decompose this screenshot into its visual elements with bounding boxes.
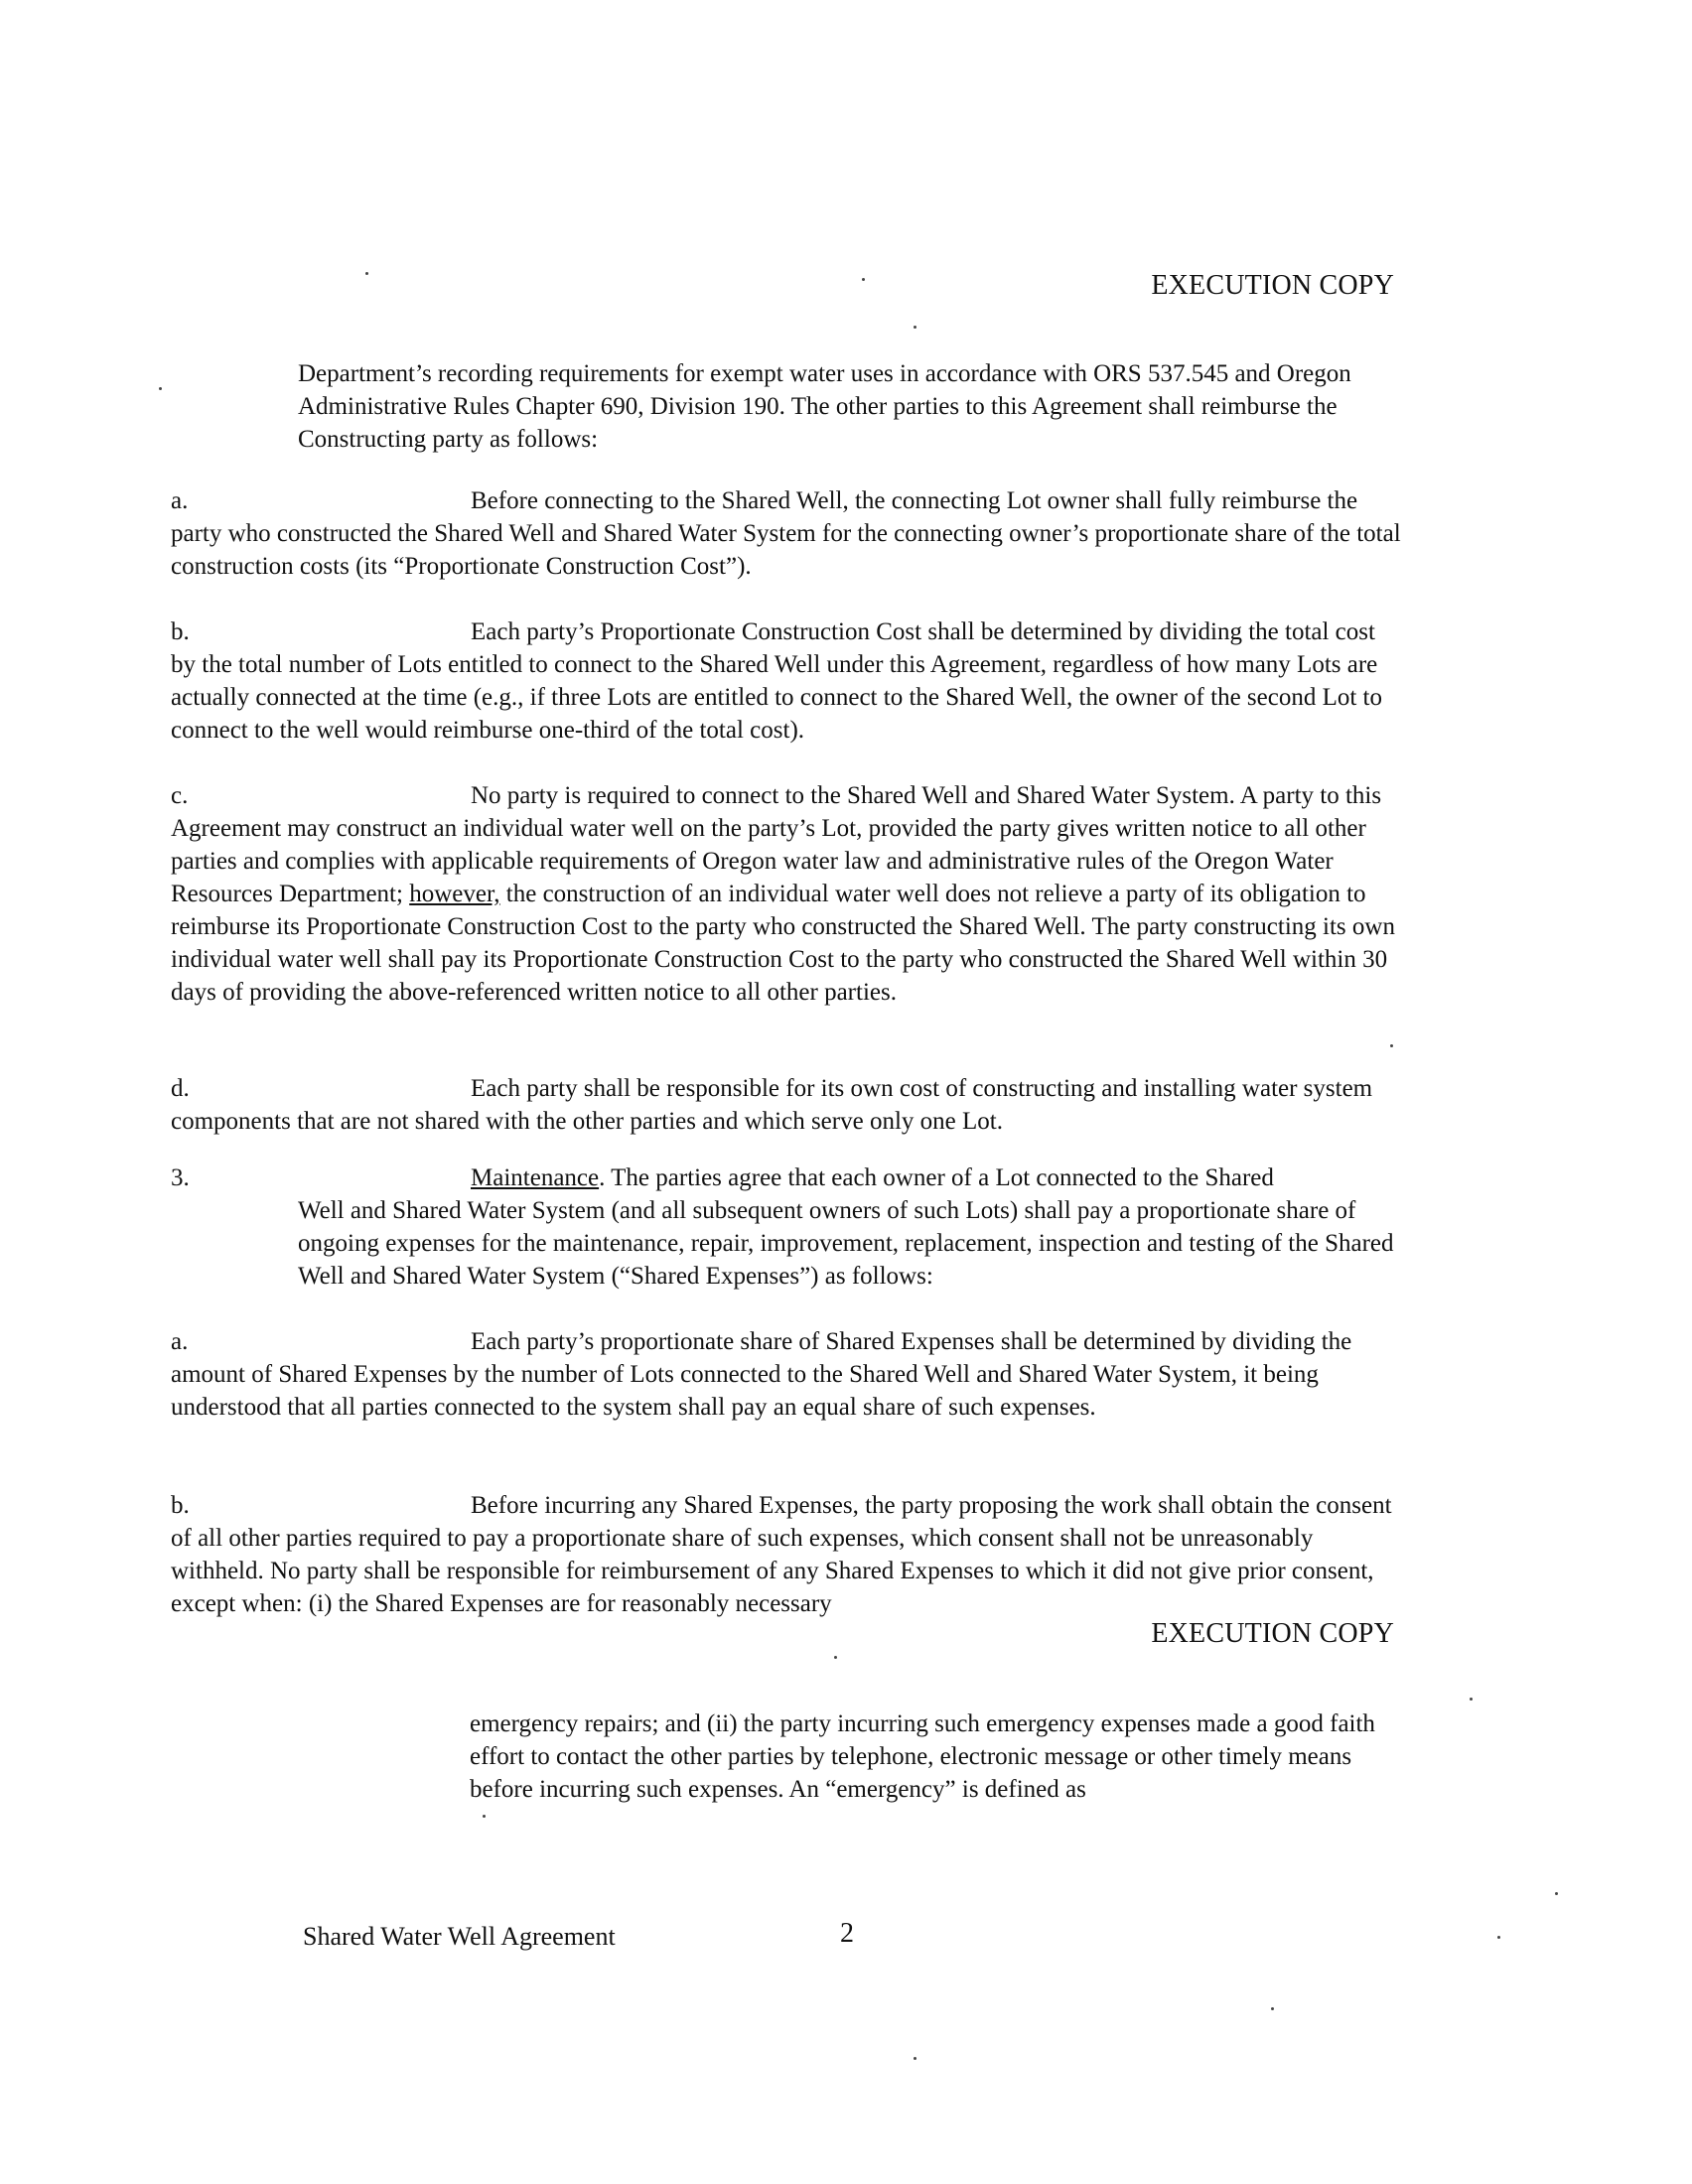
section2-item-d [171, 1072, 1402, 1138]
lead-paragraph: Department’s recording requirements for exempt water uses in accordance with ORS 537.545 and Oregon Administrative Rules Chapter 690, Division 190. The other parties to this Agreement shall reimburse the Constructing party as follows: [298, 360, 1351, 453]
scan-speck [159, 387, 162, 390]
item-label: a. [171, 487, 189, 514]
item-text: Before connecting to the Shared Well, the connecting Lot owner shall fully reimburse the party who constructed the Shared Well and Shared Water System for the connecting owner’s proportionate share of the total construction costs (its “Proportionate Construction Cost”). [171, 487, 1401, 580]
item-text: Before incurring any Shared Expenses, the party proposing the work shall obtain the consent of all other parties required to pay a proportionate share of such expenses, which consent shall not be unreasonably withheld. No party shall be responsible for reimbursement of any Shared Expenses to which it did not give prior consent, except when: (i) the Shared Expenses are for reasonably necessary [171, 1492, 1392, 1617]
section3-maintenance [171, 1161, 1402, 1293]
scan-speck [914, 2057, 916, 2060]
section3-item-a [171, 1325, 1402, 1424]
item-label: d. [171, 1075, 190, 1102]
item-text: Each party’s Proportionate Construction Cost shall be determined by dividing the total cost by the total number of Lots entitled to connect to the Shared Well under this Agreement, regardless of how many Lots are actually connected at the time (e.g., if three Lots are entitled to connect to the Shared Well, the owner of the second Lot to connect to the well would reimburse one-third of the total cost). [171, 618, 1383, 744]
execution-copy-header-repeat: EXECUTION COPY [1151, 1618, 1394, 1649]
scan-speck [1390, 1044, 1393, 1047]
execution-copy-header: EXECUTION COPY [1151, 270, 1394, 301]
item-text-underlined: however, [409, 881, 500, 907]
item-label: a. [171, 1328, 189, 1355]
section2-item-b [171, 615, 1402, 747]
item-label: c. [171, 782, 189, 809]
section-intro-first: . The parties agree that each owner of a Lot connected to the Shared [599, 1164, 1274, 1191]
item-label: b. [171, 618, 190, 645]
scan-speck [1555, 1892, 1558, 1895]
item-text: Each party shall be responsible for its own cost of constructing and installing water system components that are not shared with the other parties and which serve only one Lot. [171, 1075, 1373, 1135]
item-text-before: No party is required to connect to the Shared Well and Shared Water System. A party to this Agreement may construct an individual water well on the party’s Lot, provided the party gives written notice to all other parties and complies with applicable requirements of Oregon water law and administrative rules of the Oregon Water Resources Department; [171, 782, 1382, 907]
item-label: b. [171, 1492, 190, 1519]
section-heading: Maintenance [471, 1164, 600, 1191]
scan-speck [834, 1656, 837, 1659]
footer-page-number: 2 [840, 1918, 854, 1949]
scan-speck [1470, 1698, 1473, 1701]
scan-speck [365, 272, 368, 275]
scan-speck [483, 1815, 486, 1818]
section-intro-rest: Well and Shared Water System (and all subsequent owners of such Lots) shall pay a proportionate share of ongoing expenses for the maintenance, repair, improvement, replacement, inspection and testing of the Shared Well and Shared Water System (“Shared Expenses”) as follows: [298, 1197, 1394, 1290]
section-number: 3. [171, 1164, 190, 1191]
continuation-paragraph: emergency repairs; and (ii) the party incurring such emergency expenses made a good faith effort to contact the other parties by telephone, electronic message or other timely means before incurring such expenses. An “emergency” is defined as [470, 1710, 1375, 1803]
scan-speck [862, 278, 865, 281]
section2-item-c [171, 779, 1402, 1009]
footer-document-title: Shared Water Well Agreement [303, 1922, 616, 1951]
scan-speck [1497, 1936, 1500, 1939]
section2-item-a [171, 484, 1402, 583]
scan-speck [914, 326, 916, 329]
section3-item-b [171, 1489, 1402, 1620]
item-text-after: the construction of an individual water well does not relieve a party of its obligation to reimburse its Proportionate Construction Cost to the party who constructed the Shared Well. The party constructing its own individual water well shall pay its Proportionate Construction Cost to the party who constructed the Shared Well within 30 days of providing the above-referenced written notice to all other parties. [171, 881, 1395, 1006]
section3-first-line [171, 1161, 1402, 1194]
scan-speck [1271, 2007, 1274, 2010]
item-text: Each party’s proportionate share of Shared Expenses shall be determined by dividing the amount of Shared Expenses by the number of Lots connected to the Shared Well and Shared Water System, it being understood that all parties connected to the system shall pay an equal share of such expenses. [171, 1328, 1352, 1421]
